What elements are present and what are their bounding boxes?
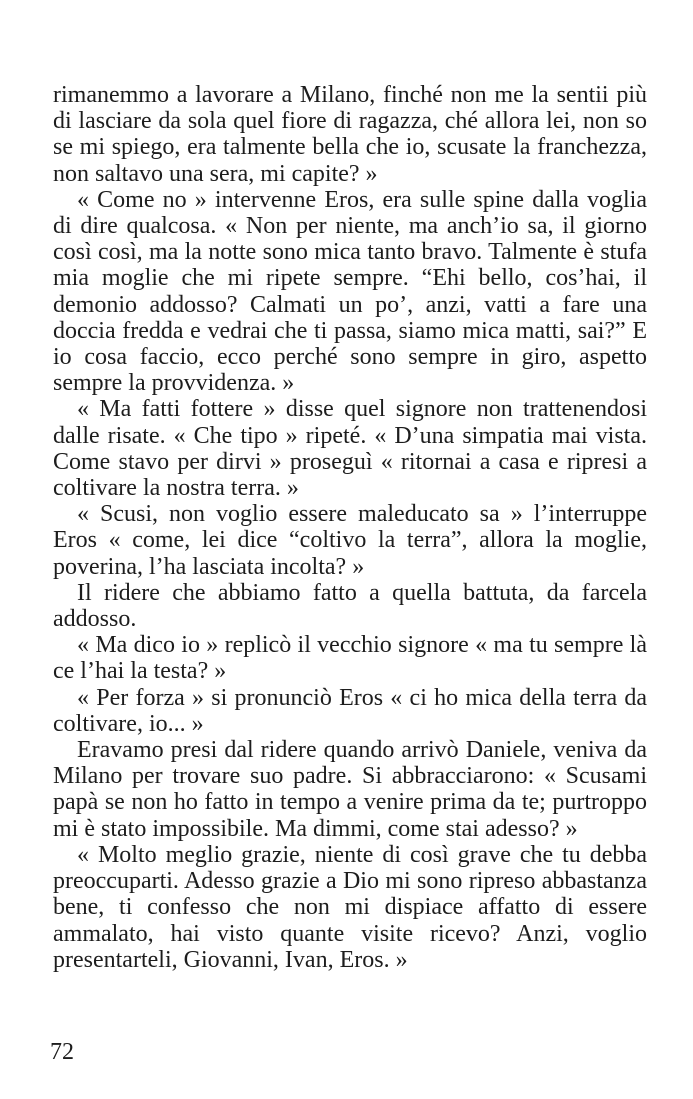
paragraph-4: « Scusi, non voglio essere maleducato sa » l’interruppe Eros « come, lei dice “coltivo la terra”, allora la moglie, poverina, l’ha lasciata incolta? » <box>53 501 647 580</box>
paragraph-2: « Come no » intervenne Eros, era sulle spine dalla voglia di dire qualcosa. « Non per niente, ma anch’io sa, il giorno così così, ma la notte sono mica tanto bravo. Talmente è stufa mia moglie che mi ripete sempre. “Ehi bello, cos’hai, il demonio addosso? Calmati un po’, anzi, vatti a fare una doccia fredda e vedrai che ti passa, siamo mica matti, sai?” E io cosa faccio, ecco perché sono sempre in giro, aspetto sempre la provvidenza. » <box>53 186 647 397</box>
paragraph-3: « Ma fatti fottere » disse quel signore non trattenendosi dalle risate. « Che tipo » ripeté. « D’una simpatia mai vista. Come stavo per dirvi » proseguì « ritornai a casa e ripresi a coltivare la nostra terra. » <box>53 396 647 502</box>
paragraph-7: « Per forza » si pronunciò Eros « ci ho mica della terra da coltivare, io... » <box>53 684 647 737</box>
paragraph-6: « Ma dico io » replicò il vecchio signore « ma tu sempre là ce l’hai la testa? » <box>53 632 647 685</box>
paragraph-5: Il ridere che abbiamo fatto a quella battuta, da farcela addosso. <box>53 579 647 633</box>
page-number: 72 <box>50 1039 74 1065</box>
body-text <box>53 82 647 973</box>
paragraph-8: Eravamo presi dal ridere quando arrivò Daniele, veniva da Milano per trovare suo padre. Si abbracciarono: « Scusami papà se non ho fatto in tempo a venire prima da te; purtroppo mi è stato impossibile. Ma dimmi, come stai adesso? » <box>53 737 647 842</box>
paragraph-9: « Molto meglio grazie, niente di così grave che tu debba preoccuparti. Adesso grazie a Dio mi sono ripreso abbastanza bene, ti confesso che non mi dispiace affatto di essere ammalato, hai visto quante visite ricevo? Anzi, voglio presentarteli, Giovanni, Ivan, Eros. » <box>53 841 647 973</box>
paragraph-1: rimanemmo a lavorare a Milano, finché non me la sentii più di lasciare da sola quel fiore di ragazza, ché allora lei, non so se mi spiego, era talmente bella che io, scusate la franchezza, non saltavo una sera, mi capite? » <box>53 82 647 187</box>
